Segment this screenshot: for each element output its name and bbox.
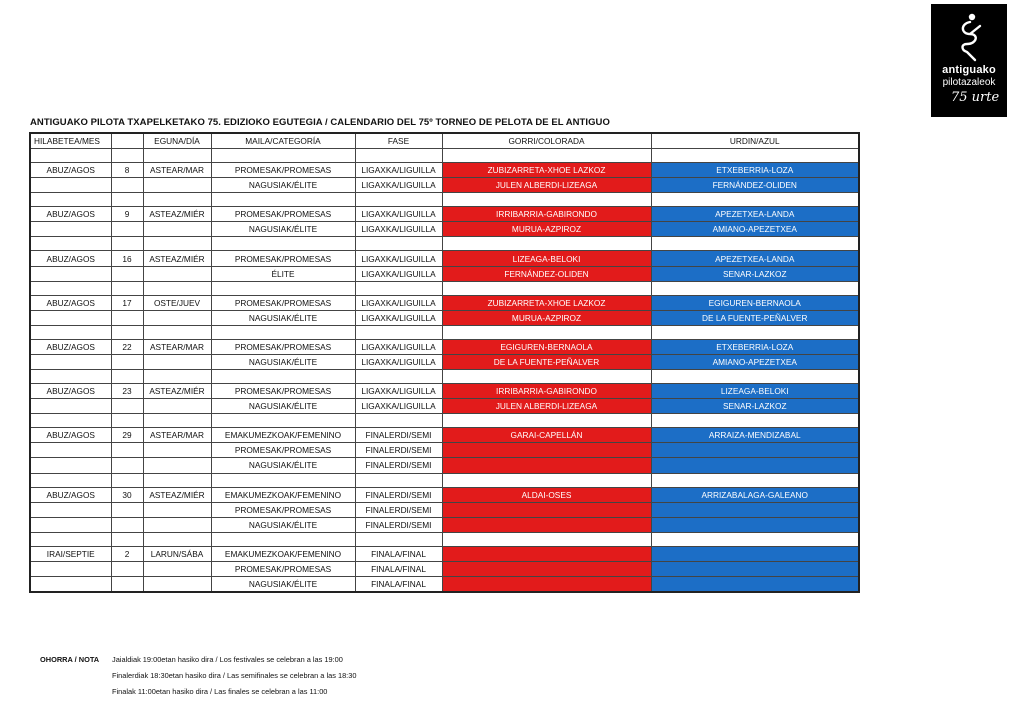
weekday-cell: ASTEAR/MAR	[143, 339, 211, 354]
blue-team-cell: DE LA FUENTE-PEÑALVER	[651, 310, 859, 325]
empty-cell	[143, 325, 211, 339]
empty-cell	[111, 281, 143, 295]
blue-team-cell: ETXEBERRIA-LOZA	[651, 339, 859, 354]
phase-cell: FINALA/FINAL	[355, 576, 442, 592]
empty-cell	[651, 193, 859, 207]
empty-cell	[143, 458, 211, 473]
match-row	[30, 251, 859, 266]
category-cell: NAGUSIAK/ÉLITE	[211, 310, 355, 325]
separator-row	[30, 473, 859, 487]
red-team-cell: ZUBIZARRETA-XHOE LAZKOZ	[442, 163, 651, 178]
category-cell: NAGUSIAK/ÉLITE	[211, 354, 355, 369]
separator-row	[30, 193, 859, 207]
empty-cell	[442, 149, 651, 163]
month-cell: IRAI/SEPTIE	[30, 546, 111, 561]
match-row	[30, 487, 859, 502]
empty-cell	[111, 399, 143, 414]
phase-cell: FINALERDI/SEMI	[355, 517, 442, 532]
empty-cell	[111, 532, 143, 546]
logo-wordmark: antiguako	[942, 64, 996, 76]
empty-cell	[111, 458, 143, 473]
category-cell: PROMESAK/PROMESAS	[211, 384, 355, 399]
schedule-table	[29, 132, 860, 593]
empty-cell	[211, 325, 355, 339]
empty-cell	[111, 370, 143, 384]
weekday-cell: OSTE/JUEV	[143, 295, 211, 310]
category-cell: PROMESAK/PROMESAS	[211, 339, 355, 354]
empty-cell	[211, 370, 355, 384]
phase-cell: FINALERDI/SEMI	[355, 428, 442, 443]
category-cell: PROMESAK/PROMESAS	[211, 163, 355, 178]
header-month: HILABETEA/MES	[30, 133, 111, 149]
empty-cell	[111, 193, 143, 207]
match-row	[30, 576, 859, 592]
empty-cell	[355, 473, 442, 487]
empty-cell	[143, 414, 211, 428]
weekday-cell: ASTEAZ/MIÉR	[143, 207, 211, 222]
empty-cell	[111, 561, 143, 576]
red-team-cell: GARAI-CAPELLÁN	[442, 428, 651, 443]
blue-team-cell	[651, 502, 859, 517]
empty-cell	[355, 193, 442, 207]
blue-team-cell	[651, 561, 859, 576]
empty-cell	[211, 281, 355, 295]
phase-cell: FINALA/FINAL	[355, 546, 442, 561]
empty-cell	[111, 222, 143, 237]
empty-cell	[30, 399, 111, 414]
separator-row	[30, 149, 859, 163]
match-row	[30, 178, 859, 193]
red-team-cell	[442, 458, 651, 473]
empty-cell	[143, 443, 211, 458]
weekday-cell: ASTEAR/MAR	[143, 163, 211, 178]
empty-cell	[30, 517, 111, 532]
category-cell: NAGUSIAK/ÉLITE	[211, 178, 355, 193]
empty-cell	[143, 473, 211, 487]
red-team-cell: DE LA FUENTE-PEÑALVER	[442, 354, 651, 369]
category-cell: ÉLITE	[211, 266, 355, 281]
empty-cell	[211, 532, 355, 546]
schedule-body	[30, 133, 859, 592]
blue-team-cell	[651, 546, 859, 561]
month-cell: ABUZ/AGOS	[30, 163, 111, 178]
phase-cell: LIGAXKA/LIGUILLA	[355, 399, 442, 414]
blue-team-cell: FERNÁNDEZ-OLIDEN	[651, 178, 859, 193]
empty-cell	[30, 458, 111, 473]
red-team-cell: MURUA-AZPIROZ	[442, 310, 651, 325]
note-line: Jaialdiak 19:00etan hasiko dira / Los festivales se celebran a las 19:00	[112, 655, 343, 664]
red-team-cell: IRRIBARRIA-GABIRONDO	[442, 207, 651, 222]
blue-team-cell: APEZETXEA-LANDA	[651, 251, 859, 266]
empty-cell	[111, 354, 143, 369]
day-number-cell: 9	[111, 207, 143, 222]
match-row	[30, 546, 859, 561]
match-row	[30, 339, 859, 354]
phase-cell: FINALA/FINAL	[355, 561, 442, 576]
blue-team-cell	[651, 458, 859, 473]
empty-cell	[30, 414, 111, 428]
logo-subtitle: pilotazaleok	[942, 77, 996, 88]
empty-cell	[211, 414, 355, 428]
empty-cell	[442, 237, 651, 251]
empty-cell	[442, 370, 651, 384]
empty-cell	[651, 281, 859, 295]
empty-cell	[111, 414, 143, 428]
empty-cell	[30, 193, 111, 207]
match-row	[30, 502, 859, 517]
empty-cell	[143, 370, 211, 384]
red-team-cell: LIZEAGA-BELOKI	[442, 251, 651, 266]
logo-anniversary: 75 urte	[951, 90, 1000, 105]
empty-cell	[143, 281, 211, 295]
empty-cell	[30, 354, 111, 369]
match-row	[30, 295, 859, 310]
red-team-cell: EGIGUREN-BERNAOLA	[442, 339, 651, 354]
empty-cell	[651, 473, 859, 487]
empty-cell	[111, 310, 143, 325]
phase-cell: LIGAXKA/LIGUILLA	[355, 251, 442, 266]
red-team-cell: ZUBIZARRETA-XHOE LAZKOZ	[442, 295, 651, 310]
phase-cell: LIGAXKA/LIGUILLA	[355, 222, 442, 237]
empty-cell	[651, 237, 859, 251]
month-cell: ABUZ/AGOS	[30, 207, 111, 222]
red-team-cell: ALDAI-OSES	[442, 487, 651, 502]
empty-cell	[651, 370, 859, 384]
blue-team-cell: ARRIZABALAGA-GALEANO	[651, 487, 859, 502]
month-cell: ABUZ/AGOS	[30, 295, 111, 310]
empty-cell	[442, 414, 651, 428]
category-cell: EMAKUMEZKOAK/FEMENINO	[211, 546, 355, 561]
match-row	[30, 354, 859, 369]
empty-cell	[211, 193, 355, 207]
match-row	[30, 222, 859, 237]
match-row	[30, 310, 859, 325]
empty-cell	[30, 310, 111, 325]
note-line: Finalerdiak 18:30etan hasiko dira / Las semifinales se celebran a las 18:30	[112, 671, 357, 680]
weekday-cell: ASTEAZ/MIÉR	[143, 384, 211, 399]
category-cell: NAGUSIAK/ÉLITE	[211, 458, 355, 473]
month-cell: ABUZ/AGOS	[30, 487, 111, 502]
red-team-cell: JULEN ALBERDI-LIZEAGA	[442, 399, 651, 414]
header-day-number	[111, 133, 143, 149]
empty-cell	[651, 325, 859, 339]
blue-team-cell: APEZETXEA-LANDA	[651, 207, 859, 222]
phase-cell: LIGAXKA/LIGUILLA	[355, 295, 442, 310]
empty-cell	[143, 237, 211, 251]
red-team-cell: IRRIBARRIA-GABIRONDO	[442, 384, 651, 399]
header-red-team: GORRI/COLORADA	[442, 133, 651, 149]
match-row	[30, 428, 859, 443]
red-team-cell	[442, 576, 651, 592]
empty-cell	[442, 532, 651, 546]
red-team-cell	[442, 517, 651, 532]
blue-team-cell: AMIANO-APEZETXEA	[651, 354, 859, 369]
separator-row	[30, 532, 859, 546]
empty-cell	[651, 149, 859, 163]
phase-cell: FINALERDI/SEMI	[355, 502, 442, 517]
empty-cell	[111, 149, 143, 163]
header-blue-team: URDIN/AZUL	[651, 133, 859, 149]
empty-cell	[111, 266, 143, 281]
empty-cell	[143, 502, 211, 517]
month-cell: ABUZ/AGOS	[30, 428, 111, 443]
empty-cell	[30, 502, 111, 517]
empty-cell	[211, 473, 355, 487]
separator-row	[30, 414, 859, 428]
empty-cell	[442, 325, 651, 339]
phase-cell: LIGAXKA/LIGUILLA	[355, 178, 442, 193]
red-team-cell: MURUA-AZPIROZ	[442, 222, 651, 237]
match-row	[30, 458, 859, 473]
blue-team-cell: ETXEBERRIA-LOZA	[651, 163, 859, 178]
weekday-cell: LARUN/SÁBA	[143, 546, 211, 561]
phase-cell: LIGAXKA/LIGUILLA	[355, 354, 442, 369]
empty-cell	[111, 443, 143, 458]
category-cell: PROMESAK/PROMESAS	[211, 251, 355, 266]
blue-team-cell	[651, 576, 859, 592]
empty-cell	[355, 325, 442, 339]
empty-cell	[143, 266, 211, 281]
separator-row	[30, 237, 859, 251]
empty-cell	[442, 281, 651, 295]
category-cell: PROMESAK/PROMESAS	[211, 502, 355, 517]
match-row	[30, 561, 859, 576]
day-number-cell: 8	[111, 163, 143, 178]
empty-cell	[111, 237, 143, 251]
month-cell: ABUZ/AGOS	[30, 251, 111, 266]
match-row	[30, 266, 859, 281]
empty-cell	[143, 576, 211, 592]
red-team-cell	[442, 546, 651, 561]
empty-cell	[143, 193, 211, 207]
weekday-cell: ASTEAR/MAR	[143, 428, 211, 443]
empty-cell	[30, 370, 111, 384]
header-phase: FASE	[355, 133, 442, 149]
blue-team-cell: EGIGUREN-BERNAOLA	[651, 295, 859, 310]
blue-team-cell: AMIANO-APEZETXEA	[651, 222, 859, 237]
document-title: ANTIGUAKO PILOTA TXAPELKETAKO 75. EDIZIOKO EGUTEGIA / CALENDARIO DEL 75º TORNEO DE PELOTA DE EL ANTIGUO	[30, 117, 610, 128]
empty-cell	[30, 281, 111, 295]
empty-cell	[111, 473, 143, 487]
category-cell: PROMESAK/PROMESAS	[211, 443, 355, 458]
notes-label: OHORRA / NOTA	[40, 655, 100, 664]
note-line: Finalak 11:00etan hasiko dira / Las finales se celebran a las 11:00	[112, 687, 328, 696]
empty-cell	[143, 178, 211, 193]
empty-cell	[211, 149, 355, 163]
empty-cell	[143, 149, 211, 163]
empty-cell	[111, 576, 143, 592]
empty-cell	[355, 149, 442, 163]
phase-cell: LIGAXKA/LIGUILLA	[355, 339, 442, 354]
match-row	[30, 399, 859, 414]
empty-cell	[30, 561, 111, 576]
empty-cell	[143, 222, 211, 237]
empty-cell	[442, 193, 651, 207]
blue-team-cell: SENAR-LAZKOZ	[651, 399, 859, 414]
category-cell: NAGUSIAK/ÉLITE	[211, 517, 355, 532]
empty-cell	[355, 281, 442, 295]
red-team-cell	[442, 502, 651, 517]
phase-cell: FINALERDI/SEMI	[355, 443, 442, 458]
empty-cell	[111, 517, 143, 532]
day-number-cell: 23	[111, 384, 143, 399]
empty-cell	[143, 517, 211, 532]
day-number-cell: 22	[111, 339, 143, 354]
empty-cell	[111, 178, 143, 193]
empty-cell	[143, 399, 211, 414]
blue-team-cell: ARRAIZA-MENDIZABAL	[651, 428, 859, 443]
day-number-cell: 30	[111, 487, 143, 502]
weekday-cell: ASTEAZ/MIÉR	[143, 487, 211, 502]
category-cell: NAGUSIAK/ÉLITE	[211, 399, 355, 414]
blue-team-cell	[651, 517, 859, 532]
phase-cell: LIGAXKA/LIGUILLA	[355, 384, 442, 399]
empty-cell	[30, 576, 111, 592]
red-team-cell: FERNÁNDEZ-OLIDEN	[442, 266, 651, 281]
phase-cell: FINALERDI/SEMI	[355, 458, 442, 473]
blue-team-cell: SENAR-LAZKOZ	[651, 266, 859, 281]
empty-cell	[30, 443, 111, 458]
header-row	[30, 133, 859, 149]
match-row	[30, 163, 859, 178]
red-team-cell	[442, 561, 651, 576]
red-team-cell	[442, 443, 651, 458]
phase-cell: LIGAXKA/LIGUILLA	[355, 310, 442, 325]
empty-cell	[143, 354, 211, 369]
month-cell: ABUZ/AGOS	[30, 384, 111, 399]
empty-cell	[30, 473, 111, 487]
category-cell: EMAKUMEZKOAK/FEMENINO	[211, 428, 355, 443]
empty-cell	[30, 178, 111, 193]
category-cell: PROMESAK/PROMESAS	[211, 207, 355, 222]
empty-cell	[143, 561, 211, 576]
red-team-cell: JULEN ALBERDI-LIZEAGA	[442, 178, 651, 193]
match-row	[30, 443, 859, 458]
empty-cell	[30, 532, 111, 546]
empty-cell	[651, 532, 859, 546]
phase-cell: LIGAXKA/LIGUILLA	[355, 207, 442, 222]
match-row	[30, 517, 859, 532]
category-cell: PROMESAK/PROMESAS	[211, 295, 355, 310]
empty-cell	[211, 237, 355, 251]
empty-cell	[30, 266, 111, 281]
category-cell: NAGUSIAK/ÉLITE	[211, 222, 355, 237]
weekday-cell: ASTEAZ/MIÉR	[143, 251, 211, 266]
separator-row	[30, 325, 859, 339]
category-cell: PROMESAK/PROMESAS	[211, 561, 355, 576]
phase-cell: LIGAXKA/LIGUILLA	[355, 163, 442, 178]
empty-cell	[30, 222, 111, 237]
empty-cell	[355, 414, 442, 428]
empty-cell	[30, 149, 111, 163]
separator-row	[30, 370, 859, 384]
month-cell: ABUZ/AGOS	[30, 339, 111, 354]
empty-cell	[30, 237, 111, 251]
empty-cell	[111, 325, 143, 339]
category-cell: NAGUSIAK/ÉLITE	[211, 576, 355, 592]
empty-cell	[355, 237, 442, 251]
match-row	[30, 384, 859, 399]
phase-cell: FINALERDI/SEMI	[355, 487, 442, 502]
empty-cell	[651, 414, 859, 428]
empty-cell	[143, 310, 211, 325]
category-cell: EMAKUMEZKOAK/FEMENINO	[211, 487, 355, 502]
separator-row	[30, 281, 859, 295]
antiguako-logo	[931, 4, 1007, 117]
blue-team-cell: LIZEAGA-BELOKI	[651, 384, 859, 399]
day-number-cell: 16	[111, 251, 143, 266]
header-weekday: EGUNA/DÍA	[143, 133, 211, 149]
empty-cell	[355, 532, 442, 546]
empty-cell	[355, 370, 442, 384]
empty-cell	[442, 473, 651, 487]
day-number-cell: 29	[111, 428, 143, 443]
pelotari-figure-icon	[955, 12, 983, 62]
empty-cell	[30, 325, 111, 339]
header-category: MAILA/CATEGORÍA	[211, 133, 355, 149]
day-number-cell: 2	[111, 546, 143, 561]
match-row	[30, 207, 859, 222]
empty-cell	[143, 532, 211, 546]
day-number-cell: 17	[111, 295, 143, 310]
empty-cell	[111, 502, 143, 517]
blue-team-cell	[651, 443, 859, 458]
phase-cell: LIGAXKA/LIGUILLA	[355, 266, 442, 281]
